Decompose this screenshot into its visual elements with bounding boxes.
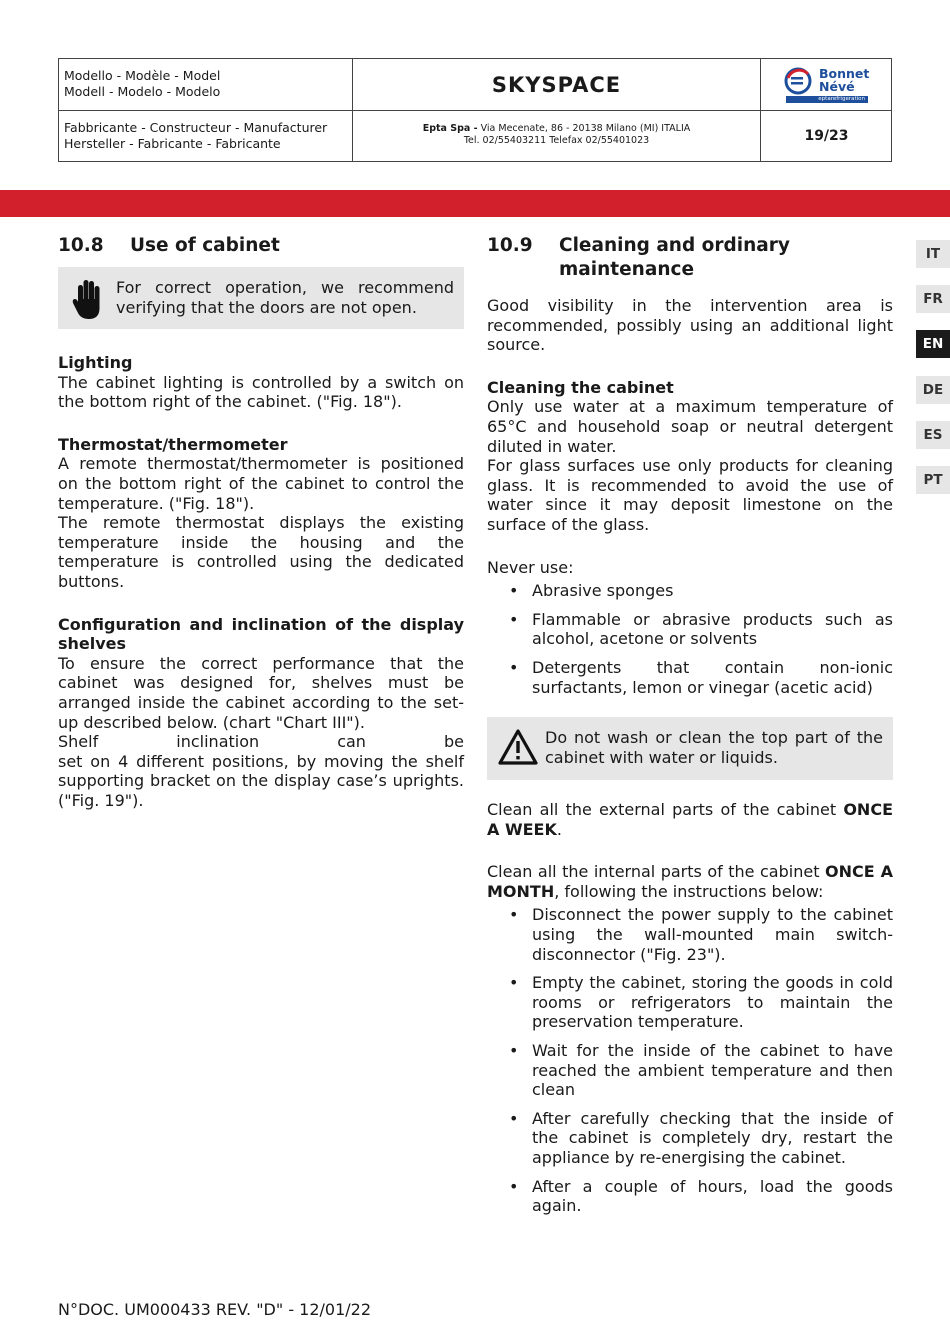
warning-triangle-icon (497, 728, 539, 766)
logo-word-bonnet: Bonnet (819, 66, 870, 81)
address-company: Epta Spa - (422, 123, 478, 134)
model-label-line2: Modell - Modelo - Modelo (64, 84, 221, 99)
logo-subline: eptarefrigeration (786, 96, 868, 103)
subheading-lighting: Lighting (58, 353, 133, 372)
list-item: • Empty the cabinet, storing the goods in cold rooms or refrigerators to maintain the preservation temperature. (487, 973, 893, 1032)
logo-cell (761, 59, 892, 111)
list-item: • Detergents that contain non-ionic surfactants, lemon or vinegar (acetic acid) (487, 658, 893, 697)
right-column (487, 234, 893, 1216)
section-title: Cleaning and ordinary maintenance (559, 235, 790, 280)
never-use-label: Never use: (487, 557, 574, 577)
document-footer: N°DOC. UM000433 REV. "D" - 12/01/22 (58, 1300, 372, 1319)
warning-box (487, 717, 893, 780)
monthly-post: , following the instructions below: (554, 881, 824, 901)
hand-stop-icon (72, 277, 104, 321)
tab-language-en[interactable]: EN (916, 330, 950, 358)
model-label-line1: Modello - Modèle - Model (64, 68, 221, 83)
address-street: Via Mecenate, 86 - 20138 Milano (MI) ITALIA (477, 123, 691, 134)
list-item: • Disconnect the power supply to the cabinet using the wall-mounted main switch-disconnector ("Fig. 23"). (487, 905, 893, 964)
never-use-list (487, 581, 893, 697)
manufacturer-label-cell (59, 111, 353, 162)
tab-language-it[interactable]: IT (916, 240, 950, 268)
tab-language-es[interactable]: ES (916, 421, 950, 449)
address-line1 (353, 123, 760, 135)
note-text: For correct operation, we recommend verifying that the doors are not open. (116, 278, 454, 317)
tab-language-fr[interactable]: FR (916, 285, 950, 313)
thermostat-text-2: The remote thermostat displays the existing temperature inside the housing and the temperature is controlled using the dedicated buttons. (58, 513, 464, 591)
address-cell (353, 111, 761, 162)
model-title-cell (353, 59, 761, 111)
note-box (58, 267, 464, 329)
manufacturer-label-line1: Fabbricante - Constructeur - Manufacturer (64, 120, 328, 135)
red-banner (0, 190, 950, 217)
subheading-cleaning: Cleaning the cabinet (487, 377, 674, 397)
monthly-cleaning-text (487, 862, 893, 901)
model-title: SKYSPACE (491, 73, 622, 97)
cleaning-text-1: Only use water at a maximum temperature of 65°C and household soap or neutral detergent diluted in water. (487, 397, 893, 456)
tab-language-de[interactable]: DE (916, 376, 950, 404)
monthly-pre: Clean all the internal parts of the cabinet (487, 862, 825, 882)
model-label-cell (59, 59, 353, 111)
monthly-emphasis: ONCE A MONTH (487, 862, 893, 901)
subheading-thermostat: Thermostat/thermometer (58, 434, 288, 454)
header-table (58, 58, 892, 162)
bonnet-neve-logo (783, 66, 873, 104)
section-title: Use of cabinet (130, 235, 280, 256)
weekly-emphasis: ONCE A WEEK (487, 800, 893, 839)
manufacturer-label-line2: Hersteller - Fabricante - Fabricante (64, 136, 281, 151)
tab-language-pt[interactable]: PT (916, 466, 950, 494)
weekly-post: . (556, 819, 562, 839)
weekly-pre: Clean all the external parts of the cabinet (487, 800, 844, 820)
section-heading-10-8 (58, 234, 464, 258)
configuration-text-2a: Shelf inclination can be (58, 732, 464, 752)
section-number: 10.9 (487, 235, 533, 256)
list-item: • Abrasive sponges (487, 581, 893, 601)
address-phone: Tel. 02/55403211 Telefax 02/55401023 (463, 135, 650, 146)
logo-swirl-icon (783, 66, 817, 96)
intro-text: Good visibility in the intervention area is recommended, possibly using an additional light source. (487, 296, 893, 355)
list-item: • Wait for the inside of the cabinet to have reached the ambient temperature and then clean (487, 1041, 893, 1100)
list-item: • After carefully checking that the inside of the cabinet is completely dry, restart the appliance by re-energising the cabinet. (487, 1109, 893, 1168)
cleaning-text-2: For glass surfaces use only products for cleaning glass. It is recommended to avoid the use of water since it may deposit limestone on the surface of the glass. (487, 456, 893, 534)
section-heading-10-9 (487, 234, 893, 282)
lighting-text: The cabinet lighting is controlled by a switch on the bottom right of the cabinet. ("Fig. 18"). (58, 372, 464, 412)
configuration-text-1: To ensure the correct performance that the cabinet was designed for, shelves must be arranged inside the cabinet according to the set-up described below. (chart "Chart III"). (58, 653, 464, 732)
thermostat-text-1: A remote thermostat/thermometer is positioned on the bottom right of the cabinet to control the temperature. ("Fig. 18"). (58, 454, 464, 513)
logo-word-neve: Névé (819, 79, 855, 94)
weekly-cleaning-text (487, 800, 893, 839)
monthly-steps-list (487, 905, 893, 1215)
warning-text: Do not wash or clean the top part of the cabinet with water or liquids. (545, 728, 883, 767)
left-column (58, 234, 464, 810)
section-number: 10.8 (58, 235, 104, 256)
list-item: • Flammable or abrasive products such as alcohol, acetone or solvents (487, 610, 893, 649)
configuration-text-2b: set on 4 different positions, by moving the shelf supporting bracket on the display case’s uprights. ("Fig. 19"). (58, 751, 464, 810)
list-item: • After a couple of hours, load the goods again. (487, 1177, 893, 1216)
page-number: 19/23 (804, 128, 849, 144)
subheading-configuration: Configuration and inclination of the display shelves (58, 614, 464, 654)
page-number-cell (761, 111, 892, 162)
